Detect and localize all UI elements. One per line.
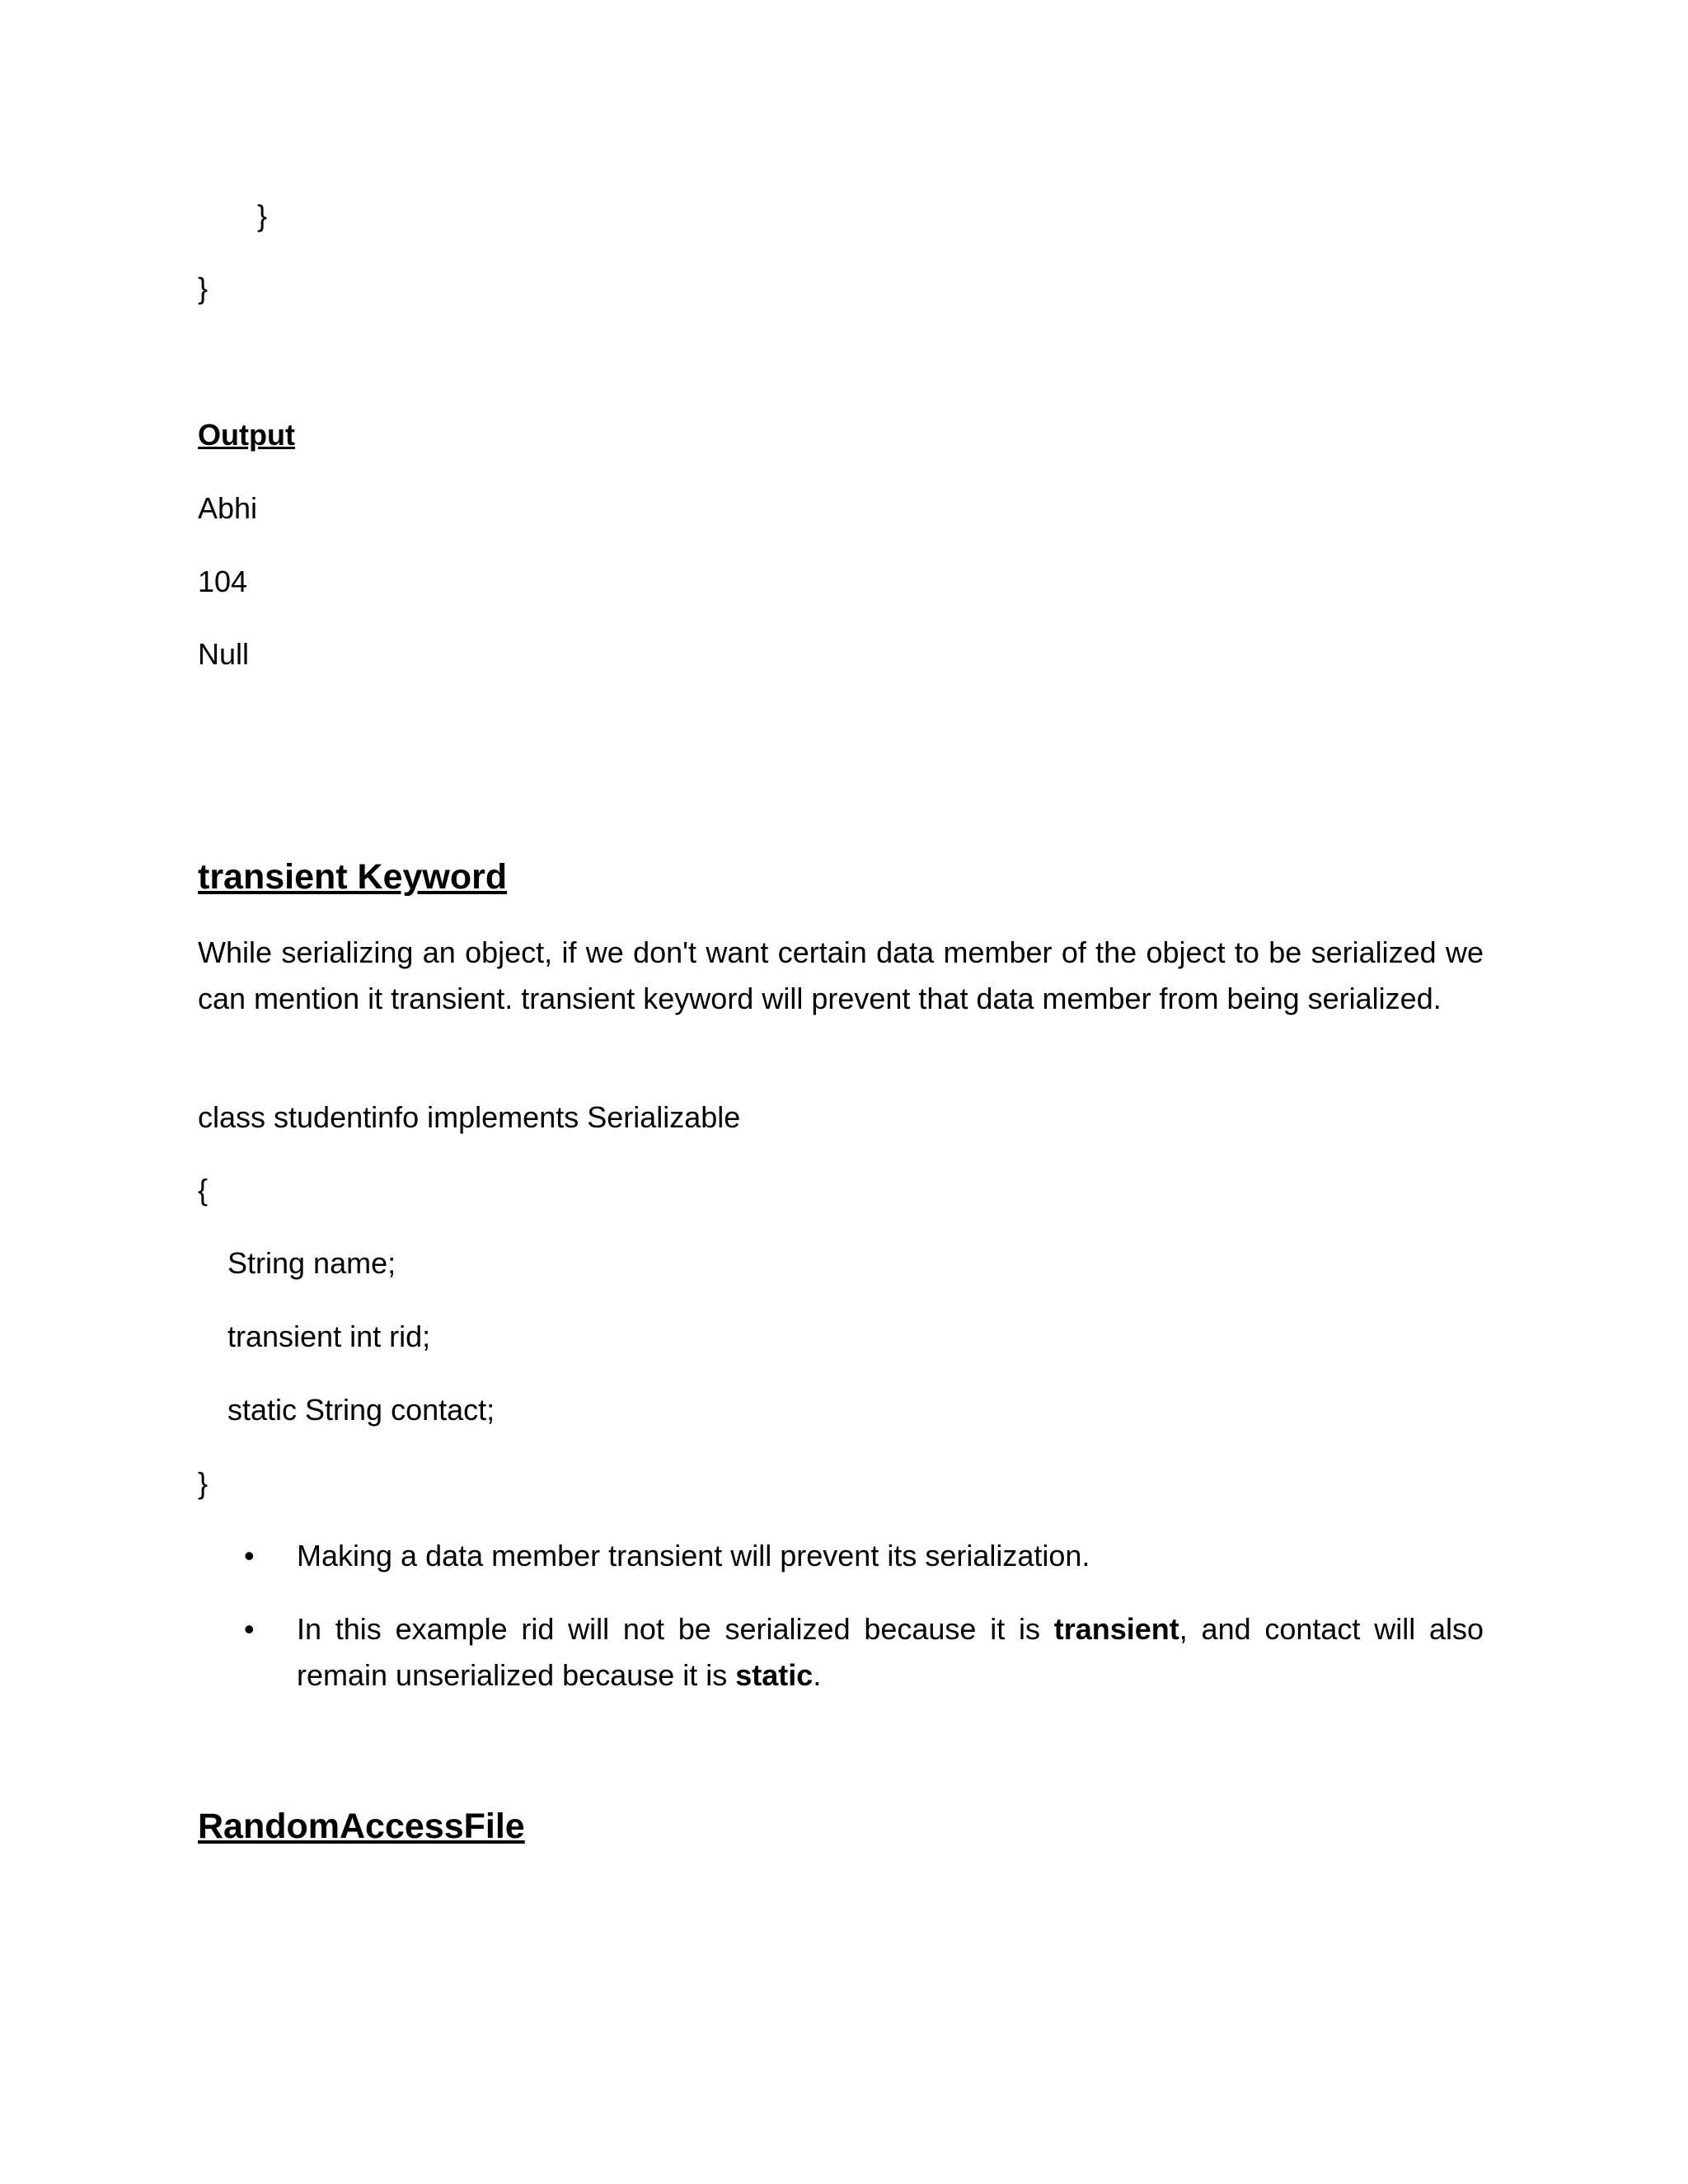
transient-heading: transient Keyword	[198, 857, 508, 897]
code-field-rid: transient int rid;	[227, 1319, 431, 1353]
code-field-contact: static String contact;	[227, 1393, 495, 1427]
bullet-2-bold-transient: transient	[1053, 1612, 1179, 1646]
bullet-2-bold-static: static	[735, 1658, 814, 1692]
code-field-name: String name;	[227, 1246, 396, 1280]
random-access-heading: RandomAccessFile	[198, 1807, 525, 1846]
bullet-item-2	[198, 1606, 1484, 1699]
bullet-dot-icon: •	[244, 1539, 255, 1572]
bullet-2-text-b: , and contact will also remain unserialized because it is	[297, 1612, 1484, 1692]
code-brace-outer: }	[198, 271, 209, 305]
code-brace-inner: }	[257, 199, 268, 232]
output-line-2: 104	[198, 565, 248, 598]
bullet-item-1	[198, 1533, 1484, 1579]
bullet-2-text-a: In this example rid will not be serialized because it is	[297, 1612, 1054, 1646]
code-open-brace: {	[198, 1173, 209, 1207]
code-close-brace: }	[198, 1466, 209, 1500]
output-heading: Output	[198, 418, 295, 452]
code-class-line: class studentinfo implements Serializable	[198, 1100, 741, 1134]
bullet-text-2	[297, 1606, 1484, 1699]
output-line-3: Null	[198, 637, 250, 671]
output-line-1: Abhi	[198, 491, 258, 525]
bullet-text-1: Making a data member transient will prevent its serialization.	[297, 1539, 1090, 1572]
bullet-dot-icon: •	[244, 1612, 255, 1646]
transient-paragraph: While serializing an object, if we don't want certain data member of the object to be serialized we can mention it transient. transient keyword will prevent that data member from being serialized.	[198, 935, 1484, 1015]
bullet-2-text-c: .	[813, 1658, 822, 1692]
